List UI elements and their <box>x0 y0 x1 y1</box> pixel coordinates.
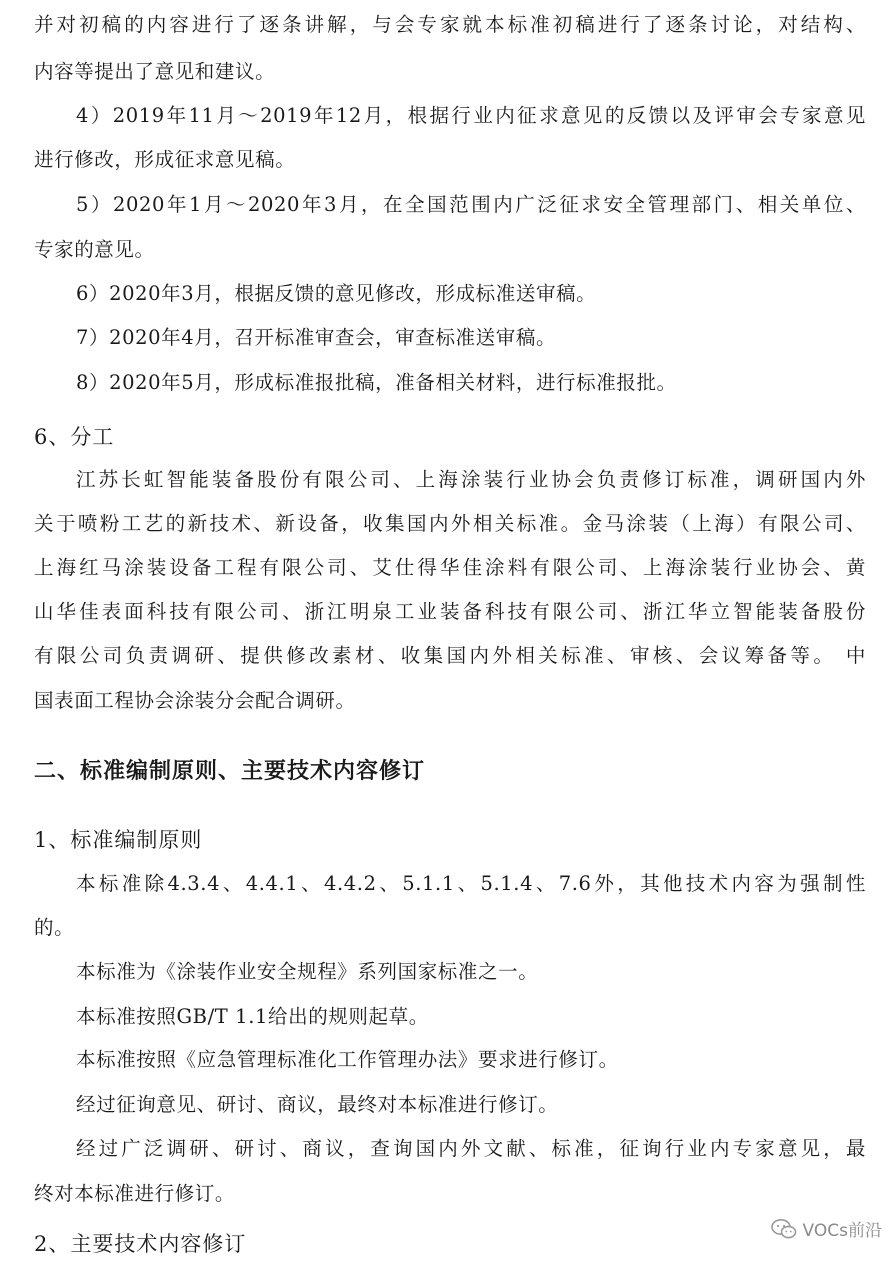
principle-line-7: 经过广泛调研、研讨、商议，查询国内外文献、标准，征询行业内专家意见，最 <box>76 1137 866 1160</box>
principle-line-5: 本标准按照《应急管理标准化工作管理办法》要求进行修订。 <box>76 1048 619 1071</box>
principle-line-1: 本标准除4.3.4、4.4.1、4.4.2、5.1.1、5.1.4、7.6外，其他技术内容为强制性 <box>76 872 866 895</box>
section-title: 二、标准编制原则、主要技术内容修订 <box>34 759 426 784</box>
wechat-icon <box>771 1218 797 1240</box>
intro-line-1: 并对初稿的内容进行了逐条讲解，与会专家就本标准初稿进行了逐条讨论，对结构、 <box>34 13 866 36</box>
division-line-4: 山华佳表面科技有限公司、浙江明泉工业装备科技有限公司、浙江华立智能装备股份 <box>34 600 866 623</box>
watermark <box>771 1216 882 1241</box>
division-line-1: 江苏长虹智能装备股份有限公司、上海涂装行业协会负责修订标准，调研国内外 <box>76 468 866 491</box>
principle-line-2: 的。 <box>34 916 75 939</box>
division-line-2: 关于喷粉工艺的新技术、新设备，收集国内外相关标准。金马涂装（上海）有限公司、 <box>34 512 866 535</box>
division-line-5: 有限公司负责调研、提供修改素材、收集国内外相关标准、审核、会议筹备等。 中 <box>34 644 866 667</box>
step-5-line-1: 5）2020年1月～2020年3月，在全国范围内广泛征求安全管理部门、相关单位、 <box>76 193 866 216</box>
division-line-3: 上海红马涂装设备工程有限公司、艾仕得华佳涂料有限公司、上海涂装行业协会、黄 <box>34 556 866 579</box>
step-4-line-1: 4）2019年11月～2019年12月，根据行业内征求意见的反馈以及评审会专家意见 <box>76 104 866 127</box>
tech-heading: 2、主要技术内容修订 <box>34 1232 247 1256</box>
division-line-6: 国表面工程协会涂装分会配合调研。 <box>34 689 356 712</box>
step-5-line-2: 专家的意见。 <box>34 238 155 261</box>
step-7-line: 7）2020年4月，召开标准审查会，审查标准送审稿。 <box>76 326 557 349</box>
intro-line-2: 内容等提出了意见和建议。 <box>34 60 276 83</box>
step-6-line: 6）2020年3月，根据反馈的意见修改，形成标准送审稿。 <box>76 282 597 305</box>
division-heading: 6、分工 <box>34 425 115 449</box>
watermark-text: VOCs前沿 <box>802 1221 882 1241</box>
principle-line-6: 经过征询意见、研讨、商议，最终对本标准进行修订。 <box>76 1093 559 1116</box>
step-4-line-2: 进行修改，形成征求意见稿。 <box>34 148 296 171</box>
principle-line-3: 本标准为《涂装作业安全规程》系列国家标准之一。 <box>76 960 539 983</box>
step-8-line: 8）2020年5月，形成标准报批稿，准备相关材料，进行标准报批。 <box>76 371 677 394</box>
principle-heading: 1、标准编制原则 <box>34 828 203 852</box>
principle-line-4: 本标准按照GB/T 1.1给出的规则起草。 <box>76 1005 429 1028</box>
principle-line-8: 终对本标准进行修订。 <box>34 1182 236 1205</box>
